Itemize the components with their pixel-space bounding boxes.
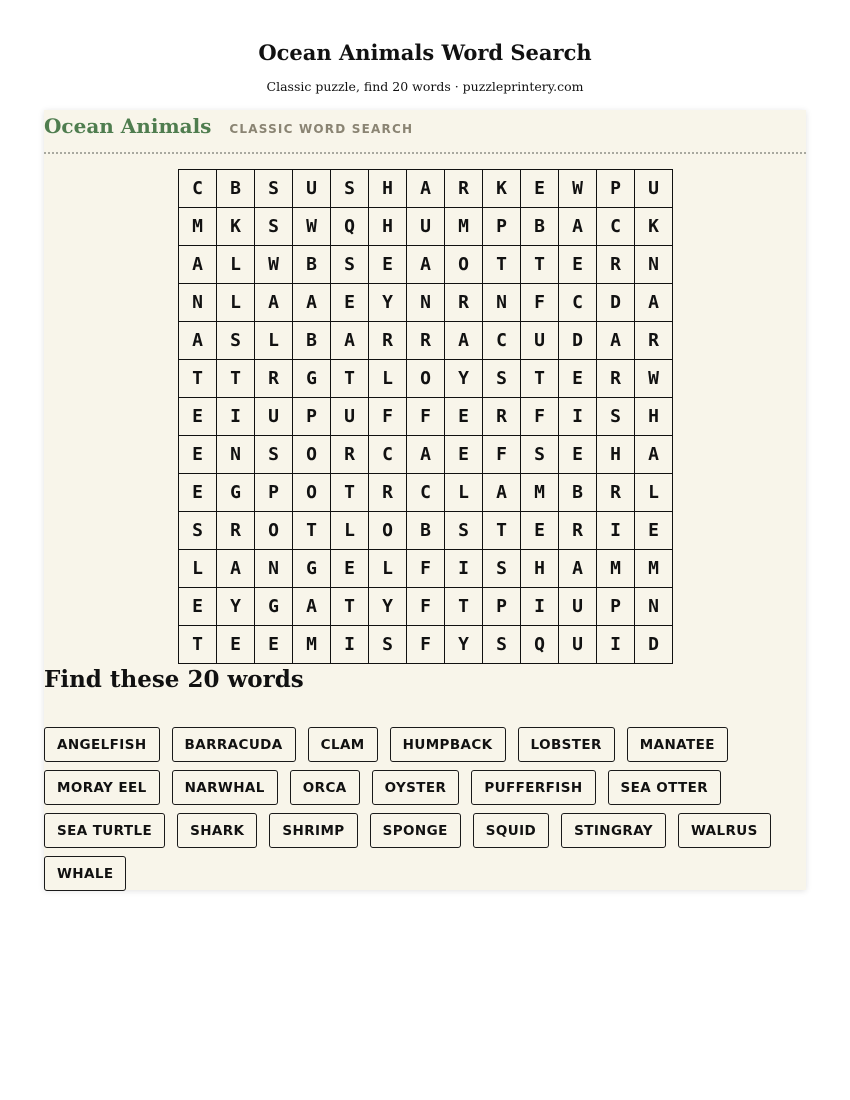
grid-cell[interactable]: R	[597, 360, 635, 398]
grid-cell[interactable]: T	[445, 588, 483, 626]
word-chip[interactable]: STINGRAY	[561, 813, 666, 848]
grid-cell[interactable]: G	[255, 588, 293, 626]
grid-cell[interactable]: F	[407, 588, 445, 626]
word-chip[interactable]: MANATEE	[627, 727, 728, 762]
grid-cell[interactable]: H	[597, 436, 635, 474]
grid-cell[interactable]: A	[407, 436, 445, 474]
grid-cell[interactable]: D	[597, 284, 635, 322]
grid-cell[interactable]: I	[597, 512, 635, 550]
grid-cell[interactable]: I	[331, 626, 369, 664]
grid-cell[interactable]: N	[255, 550, 293, 588]
grid-cell[interactable]: E	[179, 436, 217, 474]
grid-cell[interactable]: A	[293, 588, 331, 626]
grid-cell[interactable]: S	[521, 436, 559, 474]
grid-cell[interactable]: A	[559, 550, 597, 588]
grid-cell[interactable]: Y	[369, 284, 407, 322]
grid-row	[179, 360, 673, 398]
grid-cell[interactable]: W	[559, 170, 597, 208]
grid-cell[interactable]: C	[597, 208, 635, 246]
grid-cell[interactable]: N	[179, 284, 217, 322]
grid-cell[interactable]: A	[217, 550, 255, 588]
grid-cell[interactable]: U	[559, 588, 597, 626]
grid-cell[interactable]: L	[369, 550, 407, 588]
grid-cell[interactable]: P	[293, 398, 331, 436]
grid-cell[interactable]: P	[483, 588, 521, 626]
puzzle-card	[44, 110, 806, 890]
grid-cell[interactable]: F	[521, 398, 559, 436]
grid-cell[interactable]: E	[217, 626, 255, 664]
grid-cell[interactable]: I	[521, 588, 559, 626]
grid-cell[interactable]: C	[407, 474, 445, 512]
grid-cell[interactable]: B	[293, 322, 331, 360]
grid-cell[interactable]: C	[369, 436, 407, 474]
grid-row	[179, 550, 673, 588]
card-header	[44, 114, 806, 150]
letter-grid	[178, 169, 673, 664]
grid-cell[interactable]: Q	[521, 626, 559, 664]
grid-cell[interactable]: B	[217, 170, 255, 208]
grid-cell[interactable]: U	[407, 208, 445, 246]
grid-cell[interactable]: A	[597, 322, 635, 360]
grid-cell[interactable]: H	[635, 398, 673, 436]
grid-cell[interactable]: O	[407, 360, 445, 398]
grid-cell[interactable]: S	[331, 246, 369, 284]
grid-cell[interactable]: M	[293, 626, 331, 664]
grid-cell[interactable]: W	[255, 246, 293, 284]
grid-cell[interactable]: T	[179, 626, 217, 664]
word-chip[interactable]: OYSTER	[372, 770, 460, 805]
grid-cell[interactable]: I	[597, 626, 635, 664]
grid-cell[interactable]: E	[255, 626, 293, 664]
grid-cell[interactable]: R	[217, 512, 255, 550]
grid-cell[interactable]: F	[407, 626, 445, 664]
grid-cell[interactable]: T	[521, 360, 559, 398]
grid-cell[interactable]: R	[407, 322, 445, 360]
grid-cell[interactable]: B	[559, 474, 597, 512]
grid-cell[interactable]: H	[369, 170, 407, 208]
grid-cell[interactable]: A	[331, 322, 369, 360]
grid-cell[interactable]: R	[331, 436, 369, 474]
grid-row	[179, 588, 673, 626]
grid-cell[interactable]: S	[483, 626, 521, 664]
grid-cell[interactable]: A	[407, 246, 445, 284]
grid-cell[interactable]: L	[635, 474, 673, 512]
grid-cell[interactable]: D	[635, 626, 673, 664]
grid-cell[interactable]: G	[217, 474, 255, 512]
grid-row	[179, 170, 673, 208]
grid-cell[interactable]: E	[559, 246, 597, 284]
grid-cell[interactable]: O	[369, 512, 407, 550]
grid-cell[interactable]: L	[217, 246, 255, 284]
grid-cell[interactable]: L	[369, 360, 407, 398]
grid-cell[interactable]: E	[179, 588, 217, 626]
grid-cell[interactable]: S	[483, 550, 521, 588]
word-chip[interactable]: HUMPBACK	[390, 727, 506, 762]
grid-cell[interactable]: R	[483, 398, 521, 436]
word-chip[interactable]: WALRUS	[678, 813, 771, 848]
grid-cell[interactable]: E	[445, 398, 483, 436]
grid-row	[179, 512, 673, 550]
grid-cell[interactable]: E	[331, 284, 369, 322]
word-chip[interactable]: ORCA	[290, 770, 360, 805]
word-chip[interactable]: SPONGE	[370, 813, 461, 848]
card-title: Ocean Animals	[44, 114, 212, 138]
grid-cell[interactable]: F	[483, 436, 521, 474]
grid-cell[interactable]: R	[635, 322, 673, 360]
grid-cell[interactable]: E	[331, 550, 369, 588]
grid-cell[interactable]: O	[293, 436, 331, 474]
grid-cell[interactable]: L	[445, 474, 483, 512]
grid-cell[interactable]: E	[559, 360, 597, 398]
grid-cell[interactable]: Y	[369, 588, 407, 626]
grid-cell[interactable]: R	[369, 474, 407, 512]
grid-cell[interactable]: P	[597, 588, 635, 626]
grid-cell[interactable]: S	[483, 360, 521, 398]
grid-cell[interactable]: L	[331, 512, 369, 550]
grid-cell[interactable]: T	[483, 246, 521, 284]
grid-row	[179, 208, 673, 246]
grid-cell[interactable]: I	[559, 398, 597, 436]
grid-cell[interactable]: I	[217, 398, 255, 436]
word-chip[interactable]: SEA TURTLE	[44, 813, 165, 848]
grid-cell[interactable]: P	[483, 208, 521, 246]
grid-cell[interactable]: E	[369, 246, 407, 284]
grid-cell[interactable]: R	[597, 474, 635, 512]
divider	[44, 152, 806, 154]
grid-cell[interactable]: C	[179, 170, 217, 208]
grid-cell[interactable]: T	[521, 246, 559, 284]
grid-cell[interactable]: T	[331, 360, 369, 398]
grid-cell[interactable]: S	[597, 398, 635, 436]
grid-row	[179, 322, 673, 360]
grid-cell[interactable]: F	[521, 284, 559, 322]
grid-cell[interactable]: O	[255, 512, 293, 550]
grid-cell[interactable]: A	[559, 208, 597, 246]
grid-cell[interactable]: Q	[331, 208, 369, 246]
grid-cell[interactable]: U	[255, 398, 293, 436]
grid-cell[interactable]: M	[179, 208, 217, 246]
page-subtitle: Classic puzzle, find 20 words · puzzleprintery.com	[266, 79, 584, 94]
grid-cell[interactable]: A	[483, 474, 521, 512]
grid-cell[interactable]: R	[445, 284, 483, 322]
grid-cell[interactable]: L	[179, 550, 217, 588]
grid-cell[interactable]: A	[635, 284, 673, 322]
grid-cell[interactable]: S	[255, 208, 293, 246]
word-chip[interactable]: CLAM	[308, 727, 378, 762]
grid-cell[interactable]: U	[521, 322, 559, 360]
grid-cell[interactable]: R	[445, 170, 483, 208]
grid-cell[interactable]: L	[255, 322, 293, 360]
grid-cell[interactable]: G	[293, 360, 331, 398]
grid-cell[interactable]: A	[255, 284, 293, 322]
grid-cell[interactable]: F	[407, 398, 445, 436]
word-chip[interactable]: LOBSTER	[518, 727, 615, 762]
grid-row	[179, 626, 673, 664]
grid-cell[interactable]: R	[559, 512, 597, 550]
grid-cell[interactable]: U	[559, 626, 597, 664]
grid-cell[interactable]: R	[597, 246, 635, 284]
grid-cell[interactable]: F	[407, 550, 445, 588]
grid-cell[interactable]: S	[369, 626, 407, 664]
grid-cell[interactable]: A	[179, 322, 217, 360]
word-chip[interactable]: WHALE	[44, 856, 126, 891]
grid-row	[179, 436, 673, 474]
grid-cell[interactable]: T	[331, 588, 369, 626]
grid-row	[179, 398, 673, 436]
grid-cell[interactable]: S	[331, 170, 369, 208]
grid-cell[interactable]: H	[521, 550, 559, 588]
grid-cell[interactable]: N	[635, 246, 673, 284]
grid-cell[interactable]: K	[217, 208, 255, 246]
grid-cell[interactable]: D	[559, 322, 597, 360]
word-chip[interactable]: SEA OTTER	[608, 770, 722, 805]
grid-cell[interactable]: T	[331, 474, 369, 512]
grid-cell[interactable]: W	[293, 208, 331, 246]
grid-cell[interactable]: K	[483, 170, 521, 208]
grid-row	[179, 246, 673, 284]
grid-cell[interactable]: M	[445, 208, 483, 246]
grid-cell[interactable]: N	[407, 284, 445, 322]
grid-cell[interactable]: I	[445, 550, 483, 588]
grid-cell[interactable]: K	[635, 208, 673, 246]
grid-cell[interactable]: Y	[217, 588, 255, 626]
grid-cell[interactable]: U	[293, 170, 331, 208]
grid-cell[interactable]: R	[255, 360, 293, 398]
grid-cell[interactable]: S	[255, 170, 293, 208]
grid-cell[interactable]: G	[293, 550, 331, 588]
grid-cell[interactable]: E	[179, 474, 217, 512]
grid-cell[interactable]: S	[217, 322, 255, 360]
word-chip[interactable]: ANGELFISH	[44, 727, 160, 762]
grid-cell[interactable]: A	[407, 170, 445, 208]
word-chip[interactable]: SHRIMP	[269, 813, 357, 848]
grid-cell[interactable]: O	[293, 474, 331, 512]
grid-cell[interactable]: E	[179, 398, 217, 436]
grid-cell[interactable]: T	[217, 360, 255, 398]
grid-cell[interactable]: R	[369, 322, 407, 360]
grid-cell[interactable]: E	[445, 436, 483, 474]
grid-cell[interactable]: B	[407, 512, 445, 550]
grid-cell[interactable]: S	[179, 512, 217, 550]
grid-cell[interactable]: C	[483, 322, 521, 360]
word-chip[interactable]: SHARK	[177, 813, 257, 848]
grid-cell[interactable]: T	[483, 512, 521, 550]
grid-cell[interactable]: N	[635, 588, 673, 626]
grid-cell[interactable]: E	[521, 512, 559, 550]
grid-cell[interactable]: N	[217, 436, 255, 474]
grid-cell[interactable]: M	[635, 550, 673, 588]
word-chip[interactable]: NARWHAL	[172, 770, 278, 805]
grid-cell[interactable]: U	[635, 170, 673, 208]
word-chip[interactable]: PUFFERFISH	[471, 770, 595, 805]
grid-cell[interactable]: C	[559, 284, 597, 322]
grid-row	[179, 474, 673, 512]
grid-cell[interactable]: A	[445, 322, 483, 360]
words-heading: Find these 20 words	[44, 666, 304, 693]
grid-cell[interactable]: P	[597, 170, 635, 208]
grid-cell[interactable]: P	[255, 474, 293, 512]
grid-cell[interactable]: M	[597, 550, 635, 588]
grid-cell[interactable]: B	[521, 208, 559, 246]
word-chip[interactable]: MORAY EEL	[44, 770, 160, 805]
grid-cell[interactable]: Y	[445, 360, 483, 398]
grid-cell[interactable]: A	[293, 284, 331, 322]
grid-cell[interactable]: B	[293, 246, 331, 284]
grid-cell[interactable]: S	[255, 436, 293, 474]
grid-cell[interactable]: A	[635, 436, 673, 474]
card-kicker: CLASSIC WORD SEARCH	[229, 122, 414, 136]
grid-cell[interactable]: T	[293, 512, 331, 550]
grid-cell[interactable]: E	[521, 170, 559, 208]
grid-cell[interactable]: F	[369, 398, 407, 436]
grid-cell[interactable]: E	[559, 436, 597, 474]
word-bank	[44, 727, 784, 891]
grid-cell[interactable]: M	[521, 474, 559, 512]
grid-cell[interactable]: L	[217, 284, 255, 322]
grid-cell[interactable]: A	[179, 246, 217, 284]
grid-cell[interactable]: H	[369, 208, 407, 246]
grid-cell[interactable]: S	[445, 512, 483, 550]
grid-cell[interactable]: W	[635, 360, 673, 398]
word-chip[interactable]: BARRACUDA	[172, 727, 296, 762]
grid-cell[interactable]: T	[179, 360, 217, 398]
grid-row	[179, 284, 673, 322]
grid-cell[interactable]: E	[635, 512, 673, 550]
grid-cell[interactable]: U	[331, 398, 369, 436]
grid-cell[interactable]: N	[483, 284, 521, 322]
grid-cell[interactable]: O	[445, 246, 483, 284]
word-chip[interactable]: SQUID	[473, 813, 549, 848]
grid-cell[interactable]: Y	[445, 626, 483, 664]
page-title: Ocean Animals Word Search	[258, 40, 592, 65]
